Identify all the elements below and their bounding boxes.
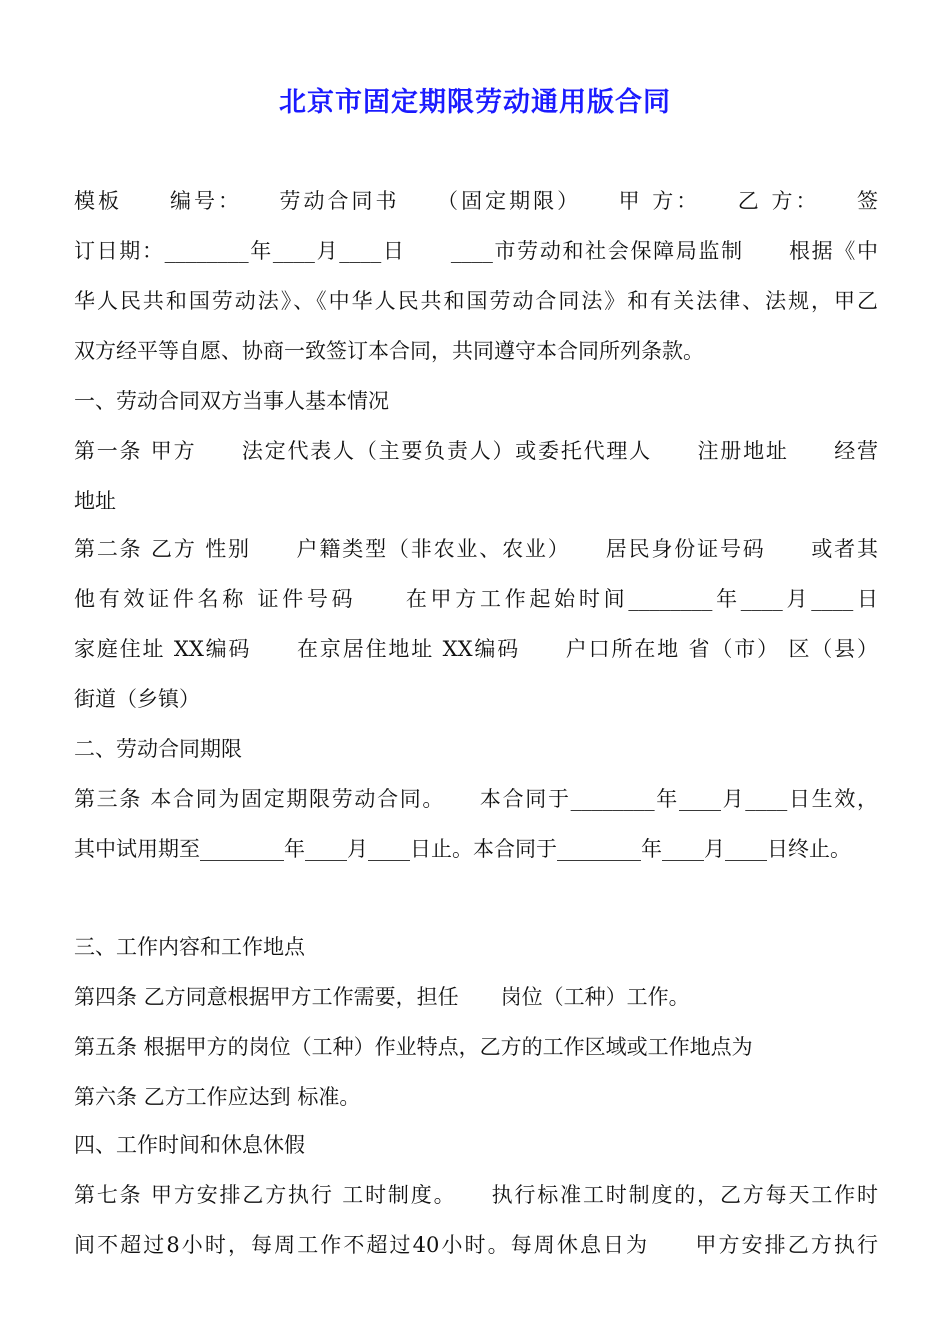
body-line: 第四条 乙方同意根据甲方工作需要，担任 岗位（工种）工作。 bbox=[74, 985, 690, 1009]
section-heading: 一、劳动合同双方当事人基本情况 bbox=[74, 389, 389, 413]
section-heading: 三、工作内容和工作地点 bbox=[74, 935, 305, 959]
body-line: 街道（乡镇） bbox=[74, 687, 200, 711]
body-line: 间不超过8小时，每周工作不超过40小时。每周休息日为 甲方安排乙方执行 bbox=[74, 1233, 878, 1257]
body-line: 他有效证件名称 证件号码 在甲方工作起始时间________年____月____日 bbox=[74, 587, 878, 611]
body-line: 第二条 乙方 性别 户籍类型（非农业、农业） 居民身份证号码 或者其 bbox=[74, 537, 878, 561]
section-heading: 四、工作时间和休息休假 bbox=[74, 1133, 305, 1157]
body-line: 第三条 本合同为固定期限劳动合同。 本合同于________年____月____日生效， bbox=[74, 787, 878, 811]
body-line: 第五条 根据甲方的岗位（工种）作业特点，乙方的工作区域或工作地点为 bbox=[74, 1035, 753, 1059]
body-line: 模板 编号： 劳动合同书 （固定期限） 甲 方： 乙 方： 签 bbox=[74, 189, 878, 213]
section-heading: 二、劳动合同期限 bbox=[74, 737, 242, 761]
body-line: 家庭住址 XX编码 在京居住地址 XX编码 户口所在地 省（市） 区（县） bbox=[74, 637, 878, 661]
body-line: 第七条 甲方安排乙方执行 工时制度。 执行标准工时制度的，乙方每天工作时 bbox=[74, 1183, 878, 1207]
body-line: 双方经平等自愿、协商一致签订本合同，共同遵守本合同所列条款。 bbox=[74, 339, 704, 363]
body-line: 华人民共和国劳动法》、《中华人民共和国劳动合同法》和有关法律、法规，甲乙 bbox=[74, 289, 878, 313]
body-line: 第一条 甲方 法定代表人（主要负责人）或委托代理人 注册地址 经营 bbox=[74, 439, 878, 463]
body-line: 第六条 乙方工作应达到 标准。 bbox=[74, 1085, 361, 1109]
document-title: 北京市固定期限劳动通用版合同 bbox=[279, 87, 671, 118]
body-line: 订日期：________年____月____日 ____市劳动和社会保障局监制 根据《中 bbox=[74, 239, 878, 263]
body-line: 其中试用期至________年____月____日止。本合同于________年____月____日终止。 bbox=[74, 837, 851, 861]
body-line: 地址 bbox=[74, 489, 116, 513]
